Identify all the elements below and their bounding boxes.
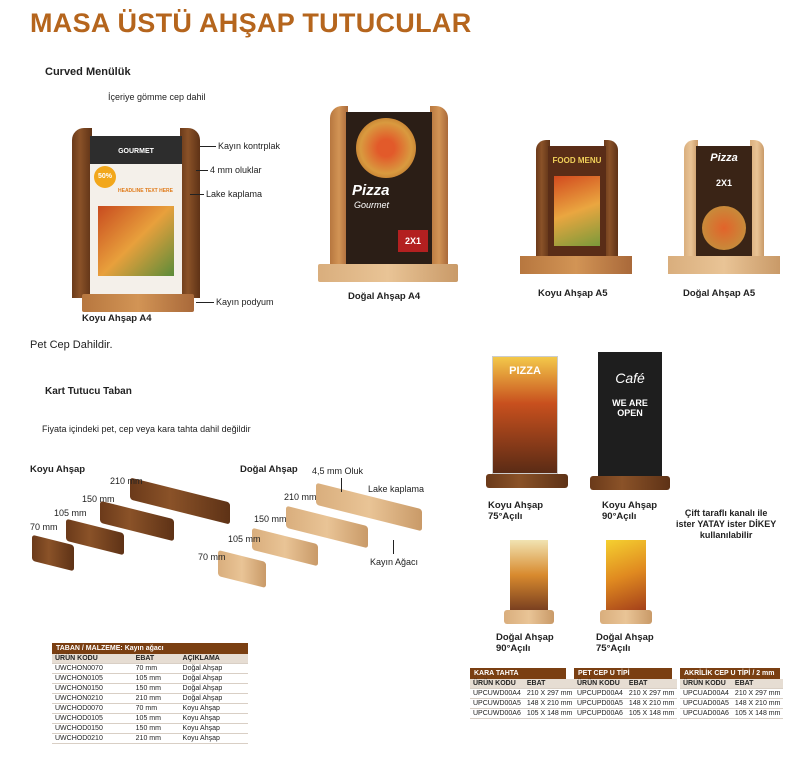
curved-natural-a4-image bbox=[318, 106, 458, 284]
curved-heading: Curved Menülük bbox=[45, 66, 131, 78]
caption-dark-a4: Koyu Ahşap A4 bbox=[82, 313, 152, 324]
pet-cep-header bbox=[574, 679, 677, 689]
table-cell: UWCHON0150 bbox=[52, 684, 133, 694]
table-cell: 105 X 148 mm bbox=[732, 709, 784, 719]
table-row bbox=[52, 724, 248, 734]
pizza-title: Pizza bbox=[352, 182, 390, 199]
table-cell: Doğal Ahşap bbox=[180, 674, 248, 684]
dark-size-105: 105 mm bbox=[54, 508, 87, 518]
main-th-code: ÜRÜN KODU bbox=[52, 654, 133, 664]
akr-th-code: ÜRÜN KODU bbox=[680, 679, 732, 689]
table-cell: UPCUWD00A6 bbox=[470, 709, 524, 719]
table-cell: UWCHON0105 bbox=[52, 674, 133, 684]
menu-headline: HEADLINE TEXT HERE bbox=[118, 188, 174, 194]
table-cell: UWCHOD0210 bbox=[52, 734, 133, 744]
table-cell: UWCHON0070 bbox=[52, 664, 133, 674]
table-cell: UPCUPD00A5 bbox=[574, 699, 626, 709]
main-table-bar: TABAN / MALZEME: Kayın ağacı bbox=[52, 643, 248, 654]
table-row bbox=[680, 709, 783, 719]
table-cell: 210 X 297 mm bbox=[732, 689, 784, 699]
table-cell: 105 mm bbox=[133, 714, 180, 724]
callout-lake: Lake kaplama bbox=[206, 189, 263, 199]
table-cell: UWCHOD0150 bbox=[52, 724, 133, 734]
table-row bbox=[470, 689, 575, 699]
caption-stand-2 bbox=[602, 500, 657, 522]
main-table-header bbox=[52, 654, 248, 664]
food-menu-title: FOOD MENU bbox=[552, 156, 602, 165]
stand-dark-75-image bbox=[486, 356, 568, 492]
natural-bases-label: Doğal Ahşap bbox=[240, 464, 298, 475]
board-open: OPEN bbox=[617, 408, 643, 418]
caption-stand-2-name: Koyu Ahşap bbox=[602, 500, 658, 511]
double-side-note bbox=[676, 508, 776, 541]
table-cell: 105 X 148 mm bbox=[626, 709, 678, 719]
table-cell: UPCUPD00A6 bbox=[574, 709, 626, 719]
table-row bbox=[52, 734, 248, 744]
double-note-3: kullanılabilir bbox=[699, 530, 753, 540]
board-we-are: WE ARE bbox=[612, 398, 648, 408]
callout-kayin-agaci: Kayın Ağacı bbox=[370, 557, 419, 567]
table-cell: 150 mm bbox=[133, 684, 180, 694]
pizza-offer: 2X1 bbox=[398, 230, 428, 252]
table-cell: 70 mm bbox=[133, 704, 180, 714]
natural-size-70: 70 mm bbox=[198, 552, 226, 562]
main-th-desc: AÇIKLAMA bbox=[180, 654, 248, 664]
table-cell: UPCUAD00A5 bbox=[680, 699, 732, 709]
natural-size-105: 105 mm bbox=[228, 534, 261, 544]
page-title: MASA ÜSTÜ AHŞAP TUTUCULAR bbox=[30, 8, 472, 38]
table-row bbox=[574, 709, 677, 719]
table-cell: 70 mm bbox=[133, 664, 180, 674]
table-row bbox=[680, 699, 783, 709]
pet-note: Pet Cep Dahildir. bbox=[30, 339, 113, 351]
table-cell: Doğal Ahşap bbox=[180, 694, 248, 704]
caption-dark-a5: Koyu Ahşap A5 bbox=[538, 288, 608, 299]
table-cell: 105 mm bbox=[133, 674, 180, 684]
dark-size-150: 150 mm bbox=[82, 494, 115, 504]
callout-kontrplak: Kayın kontrplak bbox=[218, 141, 281, 151]
table-cell: 210 X 297 mm bbox=[524, 689, 576, 699]
akrilik-bar: AKRİLİK CEP U TİPİ / 2 mm bbox=[680, 668, 780, 679]
table-cell: 148 X 210 mm bbox=[626, 699, 678, 709]
table-cell: UWCHON0210 bbox=[52, 694, 133, 704]
table-cell: 148 X 210 mm bbox=[524, 699, 576, 709]
dark-size-70: 70 mm bbox=[30, 522, 58, 532]
table-cell: 210 mm bbox=[133, 734, 180, 744]
table-cell: Doğal Ahşap bbox=[180, 684, 248, 694]
double-note-1: Çift taraflı kanalı ile bbox=[684, 508, 768, 518]
table-row bbox=[52, 674, 248, 684]
table-row bbox=[574, 689, 677, 699]
curved-natural-a5-image bbox=[668, 140, 780, 278]
table-cell: 210 X 297 mm bbox=[626, 689, 678, 699]
stand-natural-90-image bbox=[504, 540, 554, 626]
caption-stand-3 bbox=[496, 632, 554, 654]
curved-dark-a4-image bbox=[72, 128, 202, 313]
table-row bbox=[52, 694, 248, 704]
table-akrilik bbox=[680, 668, 780, 719]
table-pet-cep bbox=[574, 668, 675, 719]
curved-dark-a5-image bbox=[520, 140, 632, 278]
table-row bbox=[470, 699, 575, 709]
akrilik-header bbox=[680, 679, 783, 689]
table-row bbox=[470, 709, 575, 719]
pet-cep-bar: PET CEP U TİPİ bbox=[574, 668, 672, 679]
card-desc: Fiyata içindeki pet, cep veya kara tahta dahil değildir bbox=[42, 424, 251, 434]
stand-natural-75-image bbox=[600, 540, 652, 626]
caption-stand-1 bbox=[488, 500, 543, 522]
kara-tahta-header bbox=[470, 679, 575, 689]
table-cell: Koyu Ahşap bbox=[180, 714, 248, 724]
table-cell: Koyu Ahşap bbox=[180, 724, 248, 734]
caption-stand-1-name: Koyu Ahşap bbox=[488, 500, 544, 511]
caption-natural-a5: Doğal Ahşap A5 bbox=[683, 288, 756, 299]
table-row bbox=[52, 664, 248, 674]
main-th-size: EBAT bbox=[133, 654, 180, 664]
table-cell: Koyu Ahşap bbox=[180, 704, 248, 714]
table-row bbox=[574, 699, 677, 709]
callout-lake-card: Lake kaplama bbox=[368, 484, 425, 494]
caption-natural-a4: Doğal Ahşap A4 bbox=[348, 291, 421, 302]
akr-th-size: EBAT bbox=[732, 679, 784, 689]
menu-promo: 50% bbox=[94, 166, 116, 188]
main-table bbox=[52, 643, 248, 744]
dark-size-210: 210 mm bbox=[110, 476, 143, 486]
pet-th-code: ÜRÜN KODU bbox=[574, 679, 626, 689]
table-kara-tahta bbox=[470, 668, 573, 719]
table-cell: UPCUAD00A6 bbox=[680, 709, 732, 719]
a5-offer: 2X1 bbox=[715, 178, 732, 188]
table-cell: 150 mm bbox=[133, 724, 180, 734]
callout-podyum: Kayın podyum bbox=[216, 297, 274, 307]
menu-brand: GOURMET bbox=[90, 136, 182, 164]
pizza-sub: Gourmet bbox=[354, 200, 390, 210]
caption-stand-2-angle: 90°Açılı bbox=[602, 511, 637, 522]
table-cell: UWCHOD0070 bbox=[52, 704, 133, 714]
table-row bbox=[52, 684, 248, 694]
card-heading: Kart Tutucu Taban bbox=[45, 386, 132, 397]
stand-dark-90-image bbox=[590, 352, 670, 492]
table-cell: Doğal Ahşap bbox=[180, 664, 248, 674]
table-cell: 210 mm bbox=[133, 694, 180, 704]
table-cell: 148 X 210 mm bbox=[732, 699, 784, 709]
table-cell: 105 X 148 mm bbox=[524, 709, 576, 719]
table-row bbox=[680, 689, 783, 699]
caption-stand-1-angle: 75°Açılı bbox=[488, 511, 523, 522]
kara-th-size: EBAT bbox=[524, 679, 576, 689]
table-row bbox=[52, 704, 248, 714]
table-row bbox=[52, 714, 248, 724]
caption-stand-4 bbox=[596, 632, 654, 654]
natural-size-210: 210 mm bbox=[284, 492, 317, 502]
natural-size-150: 150 mm bbox=[254, 514, 287, 524]
caption-stand-4-name: Doğal Ahşap bbox=[596, 632, 654, 643]
caption-stand-3-name: Doğal Ahşap bbox=[496, 632, 554, 643]
table-cell: UPCUWD00A4 bbox=[470, 689, 524, 699]
a5-pizza-title: Pizza bbox=[710, 152, 738, 164]
table-cell: UPCUWD00A5 bbox=[470, 699, 524, 709]
callout-oluk-45: 4,5 mm Oluk bbox=[312, 466, 364, 476]
kara-tahta-bar: KARA TAHTA bbox=[470, 668, 566, 679]
table-cell: UWCHOD0105 bbox=[52, 714, 133, 724]
board-cafe: Café bbox=[615, 370, 645, 386]
double-note-2: ister YATAY ister DİKEY bbox=[676, 519, 777, 529]
table-cell: Koyu Ahşap bbox=[180, 734, 248, 744]
pet-th-size: EBAT bbox=[626, 679, 678, 689]
caption-stand-4-angle: 75°Açılı bbox=[596, 643, 631, 654]
pizza-sign: PIZZA bbox=[509, 365, 541, 377]
table-cell: UPCUAD00A4 bbox=[680, 689, 732, 699]
caption-stand-3-angle: 90°Açılı bbox=[496, 643, 531, 654]
callout-oluk: 4 mm oluklar bbox=[210, 165, 262, 175]
kara-th-code: ÜRÜN KODU bbox=[470, 679, 524, 689]
dark-bases-label: Koyu Ahşap bbox=[30, 464, 86, 475]
callout-cep: İçeriye gömme cep dahil bbox=[108, 92, 206, 102]
table-cell: UPCUPD00A4 bbox=[574, 689, 626, 699]
